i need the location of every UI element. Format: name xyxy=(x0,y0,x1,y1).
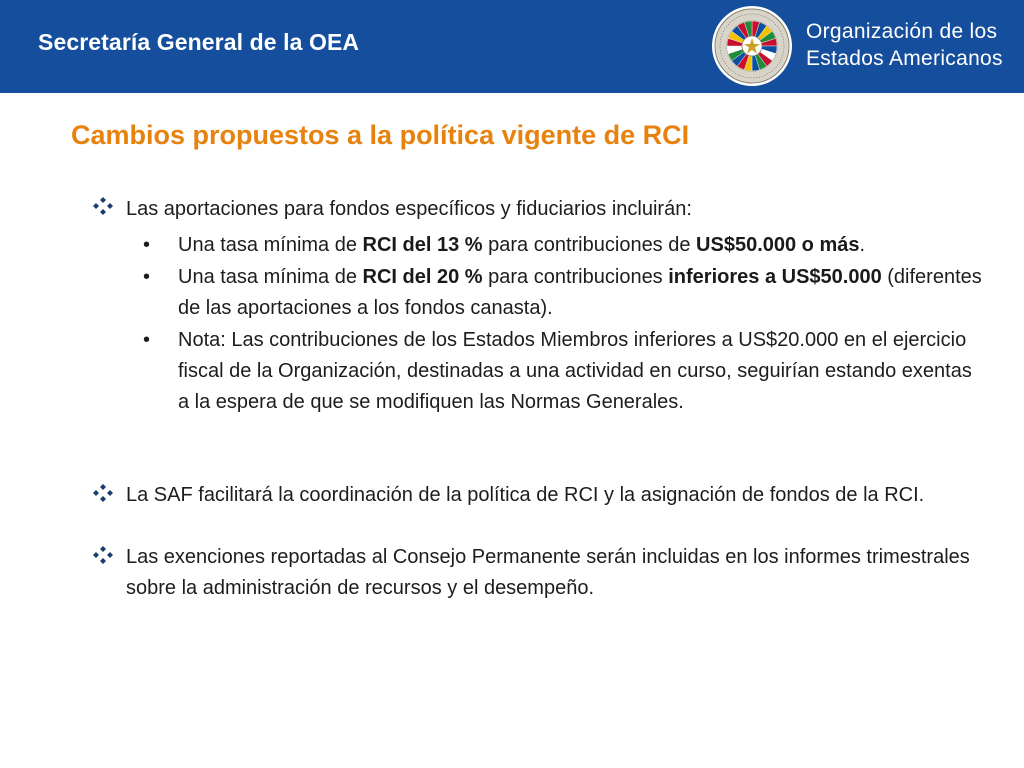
diamond-bullet-icon xyxy=(90,545,116,565)
bullet-dot: • xyxy=(143,234,151,256)
list-item-aportaciones: Las aportaciones para fondos específicos y fiduciarios incluirán: xyxy=(126,198,692,220)
org-name-line-1: Organización de los xyxy=(806,20,998,43)
diamond-bullet-icon xyxy=(90,196,116,216)
bullet-dot: • xyxy=(143,329,151,351)
header-title: Secretaría General de la OEA xyxy=(38,29,360,55)
bullet-dot: • xyxy=(143,266,151,288)
list-item-exenciones: Las exenciones reportadas al Consejo Permanente serán incluidas en los informes trimestrales sobre la administración de recursos y el desempeño. xyxy=(126,546,970,599)
diamond-bullet-icon xyxy=(90,483,116,503)
org-name-line-2: Estados Americanos xyxy=(806,47,1003,70)
sub-item-nota: Nota: Las contribuciones de los Estados Miembros inferiores a US$20.000 en el ejercicio fiscal de la Organización, destinadas a una actividad en curso, seguirían estando exentas a la espera de que se modifiquen las Normas Generales. xyxy=(178,329,972,413)
sub-item-rci-20: Una tasa mínima de RCI del 20 % para contribuciones inferiores a US$50.000 (diferentes de las aportaciones a los fondos canasta). xyxy=(178,266,982,319)
sub-item-rci-13: Una tasa mínima de RCI del 13 % para contribuciones de US$50.000 o más. xyxy=(178,234,866,256)
list-item-saf: La SAF facilitará la coordinación de la política de RCI y la asignación de fondos de la RCI. xyxy=(126,484,925,506)
slide-title: Cambios propuestos a la política vigente de RCI xyxy=(71,120,690,150)
